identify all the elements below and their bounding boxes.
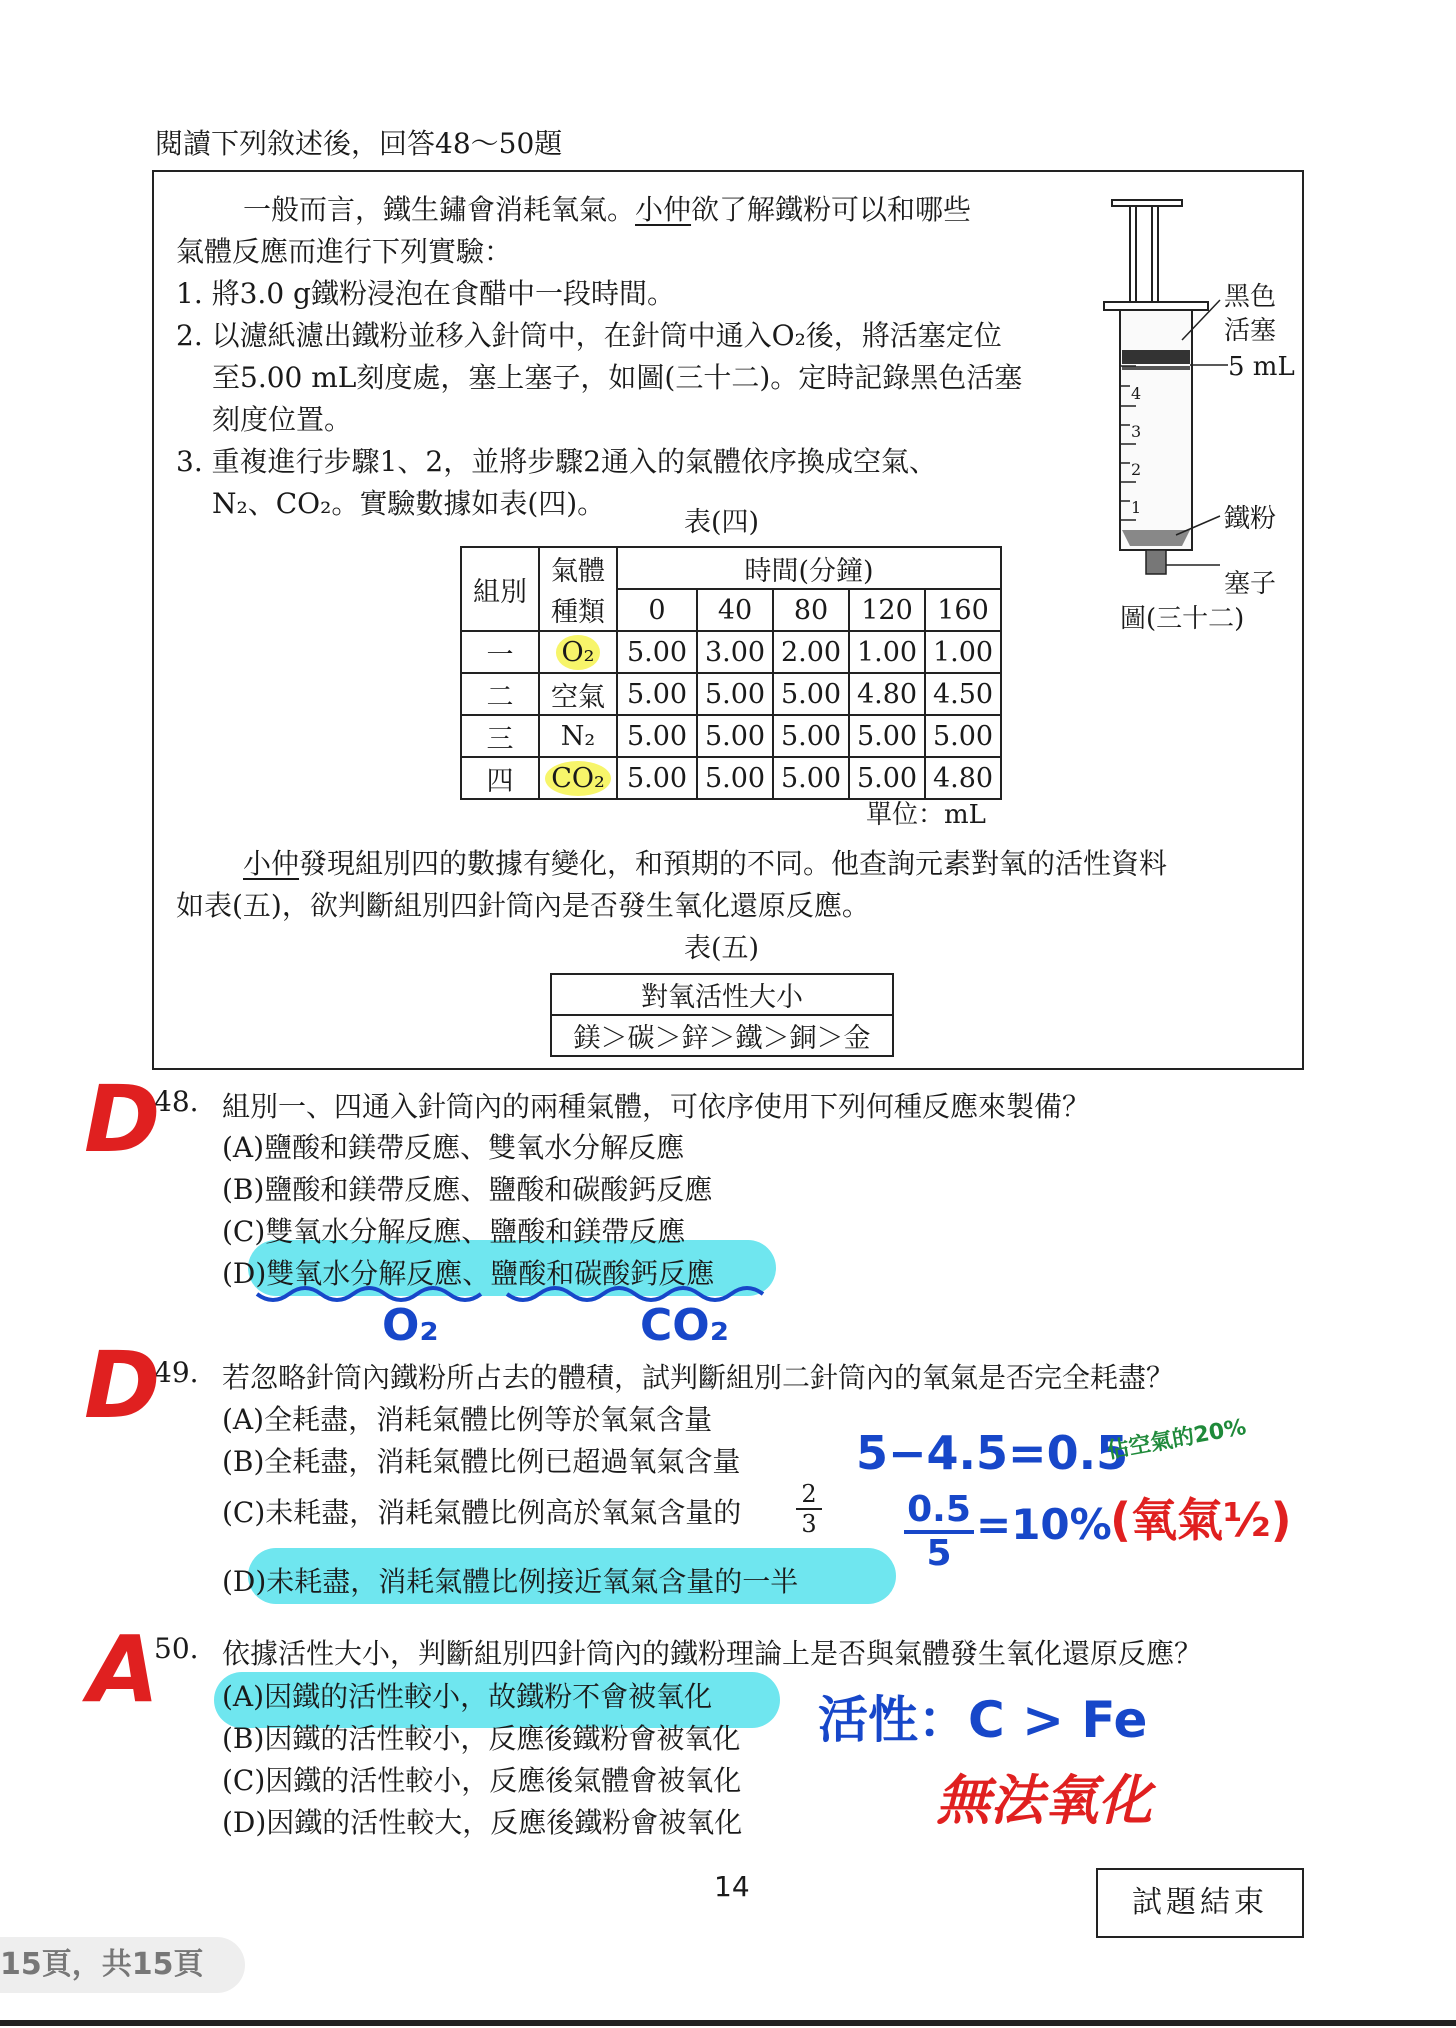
table4-header-group: 組別: [461, 547, 539, 631]
tick-3: 3: [1131, 422, 1142, 441]
handwritten-o2: O₂: [382, 1300, 439, 1351]
table4-caption: 表(四): [684, 507, 760, 538]
table4-cell: 2.00: [773, 631, 849, 673]
section-intro: 閱讀下列敘述後，回答48～50題: [155, 127, 563, 160]
exp-step-2-cont: 至5.00 mL刻度處，塞上塞子，如圖(三十二)。定時記錄黑色活塞: [212, 361, 1023, 394]
handwritten-oxygen-half: (氧氣½): [1110, 1493, 1292, 1547]
table4-cell: 5.00: [617, 757, 697, 799]
table4-gas-cell: 空氣: [539, 673, 617, 715]
exp-line-10: 如表(五)，欲判斷組別四針筒內是否發生氧化還原反應。: [176, 889, 870, 922]
exp-step-2-cont2: 刻度位置。: [212, 403, 353, 436]
question-50-stem: 依據活性大小，判斷組別四針筒內的鐵粉理論上是否與氣體發生氧化還原反應？: [222, 1637, 1203, 1670]
table4-group: 四: [461, 757, 539, 799]
handwritten-answer-50: A: [88, 1616, 160, 1723]
table4-group: 三: [461, 715, 539, 757]
question-48-option-c: (C)雙氧水分解反應、鹽酸和鎂帶反應: [222, 1215, 686, 1248]
table4-cell: 3.00: [697, 631, 773, 673]
syringe-figure: [1090, 190, 1300, 610]
label-plunger: 活塞: [1224, 316, 1277, 346]
question-50-number: 50.: [154, 1632, 199, 1665]
table5: [550, 973, 894, 1057]
question-48-option-d: (D)雙氧水分解反應、鹽酸和碳酸鈣反應: [222, 1257, 715, 1290]
bottom-divider: [0, 2020, 1456, 2026]
table4-cell: 5.00: [697, 757, 773, 799]
table4-gas-cell: N₂: [539, 715, 617, 757]
gas-highlight-o2: O₂: [556, 635, 601, 670]
handwritten-answer-48: D: [84, 1066, 161, 1173]
table4-cell: 5.00: [925, 715, 1001, 757]
table4-cell: 5.00: [773, 715, 849, 757]
question-48-option-a: (A)鹽酸和鎂帶反應、雙氧水分解反應: [222, 1131, 685, 1164]
name-underlined: 小仲: [243, 847, 300, 880]
label-black: 黑色: [1224, 282, 1277, 312]
handwritten-co2: CO₂: [640, 1300, 729, 1351]
question-49-stem: 若忽略針筒內鐵粉所占去的體積，試判斷組別二針筒內的氧氣是否完全耗盡？: [222, 1361, 1175, 1394]
table4-cell: 5.00: [697, 715, 773, 757]
handwritten-calc-2: =10%: [976, 1500, 1112, 1549]
question-49-option-b: (B)全耗盡，消耗氣體比例已超過氧氣含量: [222, 1445, 741, 1478]
table4-cell: 5.00: [617, 631, 697, 673]
label-stopper: 塞子: [1224, 569, 1277, 599]
table4-cell: 5.00: [849, 715, 925, 757]
question-50-option-a: (A)因鐵的活性較小，故鐵粉不會被氧化: [222, 1680, 713, 1713]
table4-time: 40: [697, 589, 773, 631]
tick-4: 4: [1131, 384, 1142, 403]
tick-1: 1: [1131, 498, 1142, 517]
table4-cell: 5.00: [849, 757, 925, 799]
table4-time: 80: [773, 589, 849, 631]
viewer-page-indicator: 15頁，共15頁: [0, 1937, 245, 1993]
label-iron-powder: 鐵粉: [1224, 504, 1277, 534]
table4-header-time: 時間(分鐘): [617, 547, 1001, 589]
table4: [460, 546, 1002, 800]
handwritten-answer-49: D: [84, 1332, 161, 1439]
table4-cell: 4.80: [849, 673, 925, 715]
table4-cell: 1.00: [849, 631, 925, 673]
fraction-two-thirds: 2 3: [796, 1480, 822, 1538]
table4-cell: 5.00: [697, 673, 773, 715]
table4-cell: 5.00: [617, 715, 697, 757]
table4-unit: 單位：mL: [866, 800, 986, 830]
table4-time: 0: [617, 589, 697, 631]
exp-step-3: 3. 重複進行步驟1、2，並將步驟2通入的氣體依序換成空氣、: [176, 445, 938, 478]
end-label: 試題結束: [1096, 1868, 1304, 1938]
question-48-stem: 組別一、四通入針筒內的兩種氣體，可依序使用下列何種反應來製備？: [222, 1090, 1091, 1123]
table5-caption: 表(五): [684, 933, 760, 964]
table5-content: 鎂＞碳＞鋅＞鐵＞銅＞金: [551, 1015, 893, 1056]
handwritten-no-oxidation: 無法氧化: [936, 1769, 1152, 1832]
question-49-option-d: (D)未耗盡，消耗氣體比例接近氧氣含量的一半: [222, 1565, 799, 1598]
table4-cell: 5.00: [773, 757, 849, 799]
question-50-option-b: (B)因鐵的活性較小，反應後鐵粉會被氧化: [222, 1722, 741, 1755]
handwritten-fraction: 0.5 5: [904, 1490, 974, 1574]
question-49-option-c: (C)未耗盡，消耗氣體比例高於氧氣含量的: [222, 1496, 742, 1529]
table4-cell: 5.00: [773, 673, 849, 715]
question-49-number: 49.: [154, 1356, 199, 1389]
question-49-option-a: (A)全耗盡，消耗氣體比例等於氧氣含量: [222, 1403, 713, 1436]
exp-step-3-cont: N₂、CO₂。實驗數據如表(四)。: [212, 487, 606, 520]
table4-cell: 1.00: [925, 631, 1001, 673]
page-number: 14: [714, 1870, 750, 1903]
label-5ml: 5 mL: [1228, 352, 1295, 382]
question-50-option-d: (D)因鐵的活性較大，反應後鐵粉會被氧化: [222, 1806, 743, 1839]
table-row: [461, 631, 1001, 673]
table4-header-gas: 氣體: [539, 547, 617, 589]
exp-step-2: 2. 以濾紙濾出鐵粉並移入針筒中，在針筒中通入O₂後，將活塞定位: [176, 319, 1002, 352]
table-row: [461, 757, 1001, 799]
table4-group: 二: [461, 673, 539, 715]
question-48-option-b: (B)鹽酸和鎂帶反應、鹽酸和碳酸鈣反應: [222, 1173, 713, 1206]
table4-cell: 5.00: [617, 673, 697, 715]
exp-line-1: 一般而言，鐵生鏽會消耗氧氣。小仲欲了解鐵粉可以和哪些: [243, 193, 972, 226]
exp-line-2: 氣體反應而進行下列實驗：: [176, 235, 513, 268]
exp-step-1: 1. 將3.0 g鐵粉浸泡在食醋中一段時間。: [176, 277, 675, 310]
handwritten-activity: 活性：C > Fe: [818, 1691, 1148, 1749]
handwritten-calc-1: 5−4.5=0.5: [856, 1426, 1129, 1480]
table4-cell: 4.50: [925, 673, 1001, 715]
table4-cell: 4.80: [925, 757, 1001, 799]
question-48-number: 48.: [154, 1085, 199, 1118]
table4-group: 一: [461, 631, 539, 673]
table4-time: 160: [925, 589, 1001, 631]
table4-time: 120: [849, 589, 925, 631]
handwritten-air-note: 佔空氣的20%: [1105, 1414, 1249, 1464]
question-50-option-c: (C)因鐵的活性較小，反應後氣體會被氧化: [222, 1764, 742, 1797]
name-underlined: 小仲: [635, 193, 692, 226]
table-row: [461, 673, 1001, 715]
gas-highlight-co2: CO₂: [545, 761, 611, 796]
table5-header: 對氧活性大小: [551, 974, 893, 1015]
table4-gas-cell: [539, 757, 617, 799]
table4-header-gas-type: 種類: [539, 589, 617, 631]
tick-2: 2: [1131, 460, 1142, 479]
figure-caption: 圖(三十二): [1120, 604, 1245, 634]
table-row: [461, 715, 1001, 757]
table4-gas-cell: [539, 631, 617, 673]
exp-line-9: 小仲發現組別四的數據有變化，和預期的不同。他查詢元素對氧的活性資料: [243, 847, 1168, 880]
